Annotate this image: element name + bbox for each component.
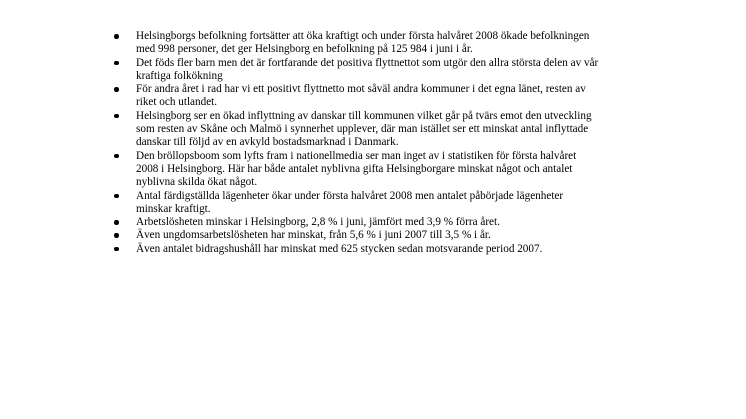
list-item: [0, 190, 656, 217]
list-item: [0, 57, 656, 84]
bullet-icon: [114, 194, 119, 199]
bullet-text: Antal färdigställda lägenheter ökar under första halvåret 2008 men antalet påbörjade lägenheter minskar kraftigt.: [136, 189, 564, 215]
list-item: [0, 83, 656, 110]
list-item: [0, 30, 656, 57]
list-item: [0, 110, 656, 150]
bullet-icon: [114, 247, 119, 252]
bullet-text: Även antalet bidragshushåll har minskat med 625 stycken sedan motsvarande period 2007.: [136, 242, 543, 255]
bullet-icon: [114, 114, 119, 119]
list-item: [0, 150, 656, 190]
bullet-text: Även ungdomsarbetslösheten har minskat, från 5,6 % i juni 2007 till 3,5 % i år.: [136, 229, 491, 242]
list-item: [0, 229, 656, 242]
bullet-icon: [114, 233, 119, 238]
bullet-text: Den bröllopsboom som lyfts fram i nationellmedia ser man inget av i statistiken för första halvåret 2008 i Helsingborg. Här har både antalet nyblivna gifta Helsingborgare minskat något och antalet nyblivna skilda ökat något.: [136, 149, 577, 189]
bullet-icon: [114, 34, 119, 39]
list-item: [0, 216, 656, 229]
bullet-icon: [114, 61, 119, 66]
bullet-text: Helsingborgs befolkning fortsätter att öka kraftigt och under första halvåret 2008 ökade befolkningen med 998 personer, det ger Helsingborg en befolkning på 125 984 i juni i år.: [136, 30, 590, 56]
bullet-icon: [114, 154, 119, 159]
bullet-icon: [114, 87, 119, 92]
bullet-text: Arbetslösheten minskar i Helsingborg, 2,8 % i juni, jämfört med 3,9 % förra året.: [136, 216, 500, 229]
bullet-icon: [114, 220, 119, 225]
list-item: [0, 243, 656, 256]
bullet-list: [0, 30, 746, 256]
bullet-text: Helsingborg ser en ökad inflyttning av danskar till kommunen vilket går på tvärs emot den utveckling som resten av Skåne och Malmö i synnerhet upplever, där man istället ser ett minskat antal inflyttade danskar till följd av en avkyld bostadsmarknad i Danmark.: [136, 109, 592, 149]
bullet-text: Det föds fler barn men det är fortfarande det positiva flyttnettot som utgör den allra största delen av vår kraftiga folkökning: [136, 56, 599, 82]
document-body: [0, 30, 746, 256]
bullet-text: För andra året i rad har vi ett positivt flyttnetto mot såväl andra kommuner i det egna länet, resten av riket och utlandet.: [136, 83, 586, 109]
